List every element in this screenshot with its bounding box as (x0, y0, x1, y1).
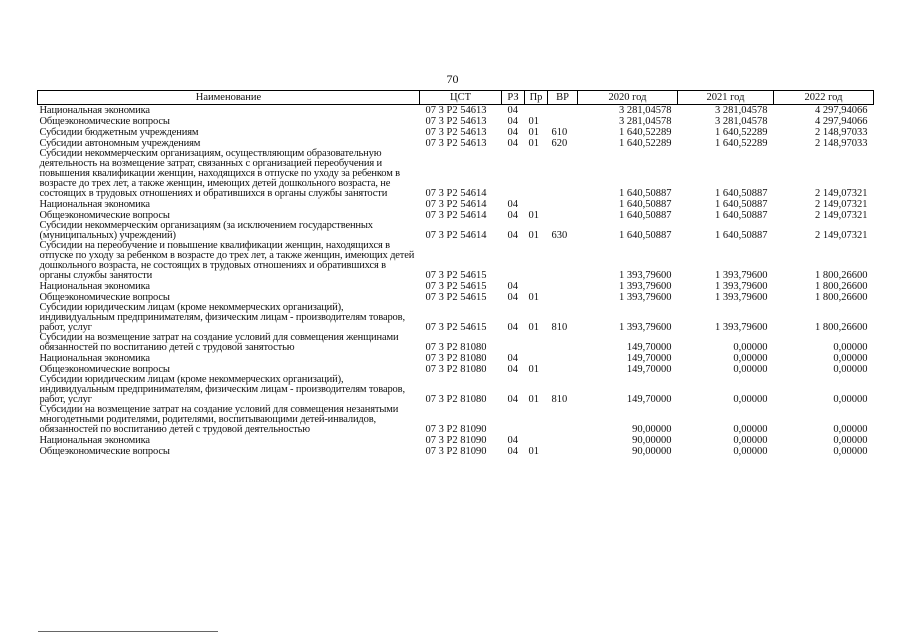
cell-y2021: 1 393,79600 (715, 270, 768, 281)
cell-pr (525, 199, 548, 210)
cell-rz: 04 (507, 116, 518, 127)
header-2022: 2022 год (774, 91, 874, 105)
table-row (38, 405, 874, 435)
cell-pr (525, 353, 548, 364)
cell-name: Субсидии некоммерческим организациям (за исключением государственных (муниципальных) учреждений) (39, 220, 373, 241)
cell-y2020: 1 393,79600 (619, 270, 672, 281)
cell-name: Общеэкономические вопросы (39, 292, 170, 303)
cell-y2022: 4 297,94066 (815, 105, 868, 116)
cell-y2022: 1 800,26600 (815, 270, 868, 281)
cell-y2022: 4 297,94066 (815, 116, 868, 127)
cell-cst: 07 3 Р2 54614 (425, 230, 487, 241)
cell-name: Национальная экономика (39, 353, 150, 364)
cell-pr (525, 149, 548, 199)
cell-y2020: 1 640,50887 (619, 199, 672, 210)
cell-y2020: 1 640,52289 (619, 127, 672, 138)
cell-pr: 01 (528, 210, 539, 221)
cell-y2022: 0,00000 (833, 364, 868, 375)
header-name: Наименование (38, 91, 420, 105)
cell-y2021: 1 640,50887 (715, 210, 768, 221)
table-row (38, 199, 874, 210)
cell-vr: 610 (551, 127, 568, 138)
cell-pr: 01 (528, 292, 539, 303)
cell-cst: 07 3 Р2 81090 (425, 446, 487, 457)
cell-pr: 01 (528, 364, 539, 375)
cell-cst: 07 3 Р2 81080 (425, 394, 487, 405)
table-row (38, 375, 874, 405)
cell-y2021: 0,00000 (733, 446, 768, 457)
cell-pr: 01 (528, 116, 539, 127)
cell-y2022: 2 149,07321 (815, 230, 868, 241)
cell-vr (548, 149, 578, 199)
cell-y2021: 1 640,50887 (715, 230, 768, 241)
header-rz: РЗ (502, 91, 525, 105)
cell-pr (525, 435, 548, 446)
cell-vr (548, 405, 578, 435)
table-row (38, 303, 874, 333)
cell-rz: 04 (507, 446, 518, 457)
header-2020: 2020 год (578, 91, 678, 105)
cell-name: Общеэкономические вопросы (39, 446, 170, 457)
cell-vr (548, 353, 578, 364)
cell-y2021: 3 281,04578 (715, 116, 768, 127)
cell-name: Субсидии юридическим лицам (кроме некоммерческих организаций), индивидуальным предпринимателям, физическим лицам - производителям товаров, работ, услуг (39, 374, 405, 405)
cell-y2022: 1 800,26600 (815, 292, 868, 303)
cell-cst: 07 3 Р2 54614 (425, 188, 487, 199)
cell-vr (548, 281, 578, 292)
cell-vr (548, 435, 578, 446)
cell-cst: 07 3 Р2 54615 (425, 292, 487, 303)
cell-y2020: 149,70000 (626, 394, 672, 405)
cell-y2020: 149,70000 (626, 353, 672, 364)
cell-cst: 07 3 Р2 54614 (425, 210, 487, 221)
cell-y2022: 0,00000 (833, 446, 868, 457)
cell-pr: 01 (528, 138, 539, 149)
cell-cst: 07 3 Р2 54614 (425, 199, 487, 210)
cell-pr: 01 (528, 322, 539, 333)
cell-vr (548, 292, 578, 303)
cell-name: Национальная экономика (39, 199, 150, 210)
cell-cst: 07 3 Р2 54613 (425, 127, 487, 138)
cell-name: Национальная экономика (39, 435, 150, 446)
page-number: 70 (446, 72, 459, 86)
cell-y2021: 0,00000 (733, 424, 768, 435)
cell-rz: 04 (507, 394, 518, 405)
cell-y2021: 0,00000 (733, 435, 768, 446)
cell-cst: 07 3 Р2 81090 (425, 424, 487, 435)
cell-name: Субсидии автономным учреждениям (39, 138, 201, 149)
cell-y2021: 0,00000 (733, 364, 768, 375)
table-row (38, 127, 874, 138)
cell-y2020: 1 393,79600 (619, 292, 672, 303)
cell-rz: 04 (507, 127, 518, 138)
table-row (38, 241, 874, 281)
cell-y2021: 0,00000 (733, 342, 768, 353)
cell-pr: 01 (528, 446, 539, 457)
cell-y2021: 1 640,50887 (715, 188, 768, 199)
cell-rz: 04 (507, 292, 518, 303)
cell-y2021: 1 640,52289 (715, 138, 768, 149)
cell-cst: 07 3 Р2 54613 (425, 138, 487, 149)
cell-vr (548, 116, 578, 127)
cell-vr: 810 (551, 394, 568, 405)
cell-vr: 620 (551, 138, 568, 149)
cell-pr (525, 105, 548, 117)
cell-name: Общеэкономические вопросы (39, 364, 170, 375)
cell-rz (502, 333, 525, 353)
cell-rz (502, 241, 525, 281)
cell-y2020: 1 393,79600 (619, 281, 672, 292)
cell-y2021: 1 393,79600 (715, 292, 768, 303)
cell-rz: 04 (507, 105, 518, 116)
cell-name: Субсидии юридическим лицам (кроме некоммерческих организаций), индивидуальным предпринимателям, физическим лицам - производителям товаров, работ, услуг (39, 302, 405, 333)
cell-vr (548, 105, 578, 117)
cell-y2020: 90,00000 (632, 446, 672, 457)
cell-y2020: 149,70000 (626, 342, 672, 353)
table-row (38, 149, 874, 199)
cell-cst: 07 3 Р2 54613 (425, 116, 487, 127)
cell-y2020: 149,70000 (626, 364, 672, 375)
cell-vr (548, 199, 578, 210)
cell-y2021: 0,00000 (733, 353, 768, 364)
cell-y2020: 1 640,50887 (619, 210, 672, 221)
table-row (38, 435, 874, 446)
header-vr: ВР (548, 91, 578, 105)
header-pr: Пр (525, 91, 548, 105)
cell-rz: 04 (507, 281, 518, 292)
cell-name: Национальная экономика (39, 105, 150, 116)
cell-vr: 630 (551, 230, 568, 241)
cell-y2022: 2 149,07321 (815, 188, 868, 199)
cell-rz (502, 405, 525, 435)
cell-vr: 810 (551, 322, 568, 333)
cell-y2022: 0,00000 (833, 435, 868, 446)
table-row (38, 105, 874, 117)
cell-cst: 07 3 Р2 81090 (425, 435, 487, 446)
cell-cst: 07 3 Р2 81080 (425, 364, 487, 375)
cell-y2020: 90,00000 (632, 424, 672, 435)
table-row (38, 281, 874, 292)
cell-cst: 07 3 Р2 54615 (425, 322, 487, 333)
cell-vr (548, 241, 578, 281)
cell-y2022: 2 149,07321 (815, 210, 868, 221)
cell-cst: 07 3 Р2 54615 (425, 281, 487, 292)
table-row (38, 446, 874, 457)
cell-cst: 07 3 Р2 54613 (425, 105, 487, 116)
cell-y2022: 0,00000 (833, 342, 868, 353)
cell-rz: 04 (507, 435, 518, 446)
cell-rz: 04 (507, 210, 518, 221)
cell-vr (548, 333, 578, 353)
cell-rz: 04 (507, 138, 518, 149)
budget-table (37, 90, 874, 457)
cell-y2021: 1 393,79600 (715, 281, 768, 292)
table-row (38, 116, 874, 127)
cell-name: Субсидии на возмещение затрат на создание условий для совмещения женщинами обязанностей по воспитанию детей с трудовой занятостью (39, 332, 399, 353)
cell-y2020: 3 281,04578 (619, 116, 672, 127)
cell-y2022: 2 149,07321 (815, 199, 868, 210)
cell-y2020: 3 281,04578 (619, 105, 672, 116)
cell-rz: 04 (507, 364, 518, 375)
cell-y2020: 1 640,50887 (619, 230, 672, 241)
cell-pr (525, 281, 548, 292)
cell-pr (525, 333, 548, 353)
table-row (38, 333, 874, 353)
table-row (38, 353, 874, 364)
cell-cst: 07 3 Р2 81080 (425, 342, 487, 353)
cell-rz: 04 (507, 322, 518, 333)
header-cst: ЦСТ (420, 91, 502, 105)
cell-rz (502, 149, 525, 199)
cell-vr (548, 364, 578, 375)
cell-rz: 04 (507, 230, 518, 241)
cell-pr (525, 241, 548, 281)
cell-y2020: 1 393,79600 (619, 322, 672, 333)
cell-y2020: 1 640,50887 (619, 188, 672, 199)
cell-vr (548, 446, 578, 457)
cell-pr (525, 405, 548, 435)
cell-y2022: 2 148,97033 (815, 127, 868, 138)
cell-name: Общеэкономические вопросы (39, 116, 170, 127)
cell-y2021: 1 393,79600 (715, 322, 768, 333)
cell-y2021: 0,00000 (733, 394, 768, 405)
cell-name: Субсидии на возмещение затрат на создание условий для совмещения незанятыми многодетными родителями, родителями, воспитывающими детей-инвалидов, обязанностей по воспитанию детей с трудовой деятельностью (39, 404, 399, 435)
table-row (38, 221, 874, 241)
cell-y2022: 2 148,97033 (815, 138, 868, 149)
cell-cst: 07 3 Р2 54615 (425, 270, 487, 281)
cell-name: Субсидии бюджетным учреждениям (39, 127, 199, 138)
cell-y2021: 3 281,04578 (715, 105, 768, 116)
cell-pr: 01 (528, 230, 539, 241)
cell-vr (548, 210, 578, 221)
cell-name: Субсидии на переобучение и повышение квалификации женщин, находящихся в отпуске по уходу за ребенком в возрасте до трех лет, а также женщин, имеющих детей дошкольного возраста, не состоящих в трудовых отношениях и обратившихся в органы службы занятости (39, 240, 415, 281)
cell-y2022: 1 800,26600 (815, 281, 868, 292)
cell-y2022: 0,00000 (833, 353, 868, 364)
cell-name: Субсидии некоммерческим организациям, осуществляющим образовательную деятельность на возмещение затрат, связанных с организацией переобучения и повышения квалификации женщин, находящихся в отпуске по уходу за ребенком в возрасте до трех лет, а также женщин, имеющих детей дошкольного возраста, не состоящих в трудовых отношениях и обратившихся в органы службы занятости (39, 148, 400, 199)
table-header (38, 91, 874, 105)
cell-y2020: 1 640,52289 (619, 138, 672, 149)
cell-rz: 04 (507, 199, 518, 210)
cell-y2020: 90,00000 (632, 435, 672, 446)
cell-pr: 01 (528, 394, 539, 405)
cell-name: Национальная экономика (39, 281, 150, 292)
cell-pr: 01 (528, 127, 539, 138)
cell-cst: 07 3 Р2 81080 (425, 353, 487, 364)
cell-y2021: 1 640,52289 (715, 127, 768, 138)
cell-name: Общеэкономические вопросы (39, 210, 170, 221)
header-2021: 2021 год (678, 91, 774, 105)
table-body (38, 105, 874, 458)
cell-rz: 04 (507, 353, 518, 364)
cell-y2022: 0,00000 (833, 394, 868, 405)
footer-divider (38, 631, 218, 632)
cell-y2022: 0,00000 (833, 424, 868, 435)
cell-y2021: 1 640,50887 (715, 199, 768, 210)
cell-y2022: 1 800,26600 (815, 322, 868, 333)
